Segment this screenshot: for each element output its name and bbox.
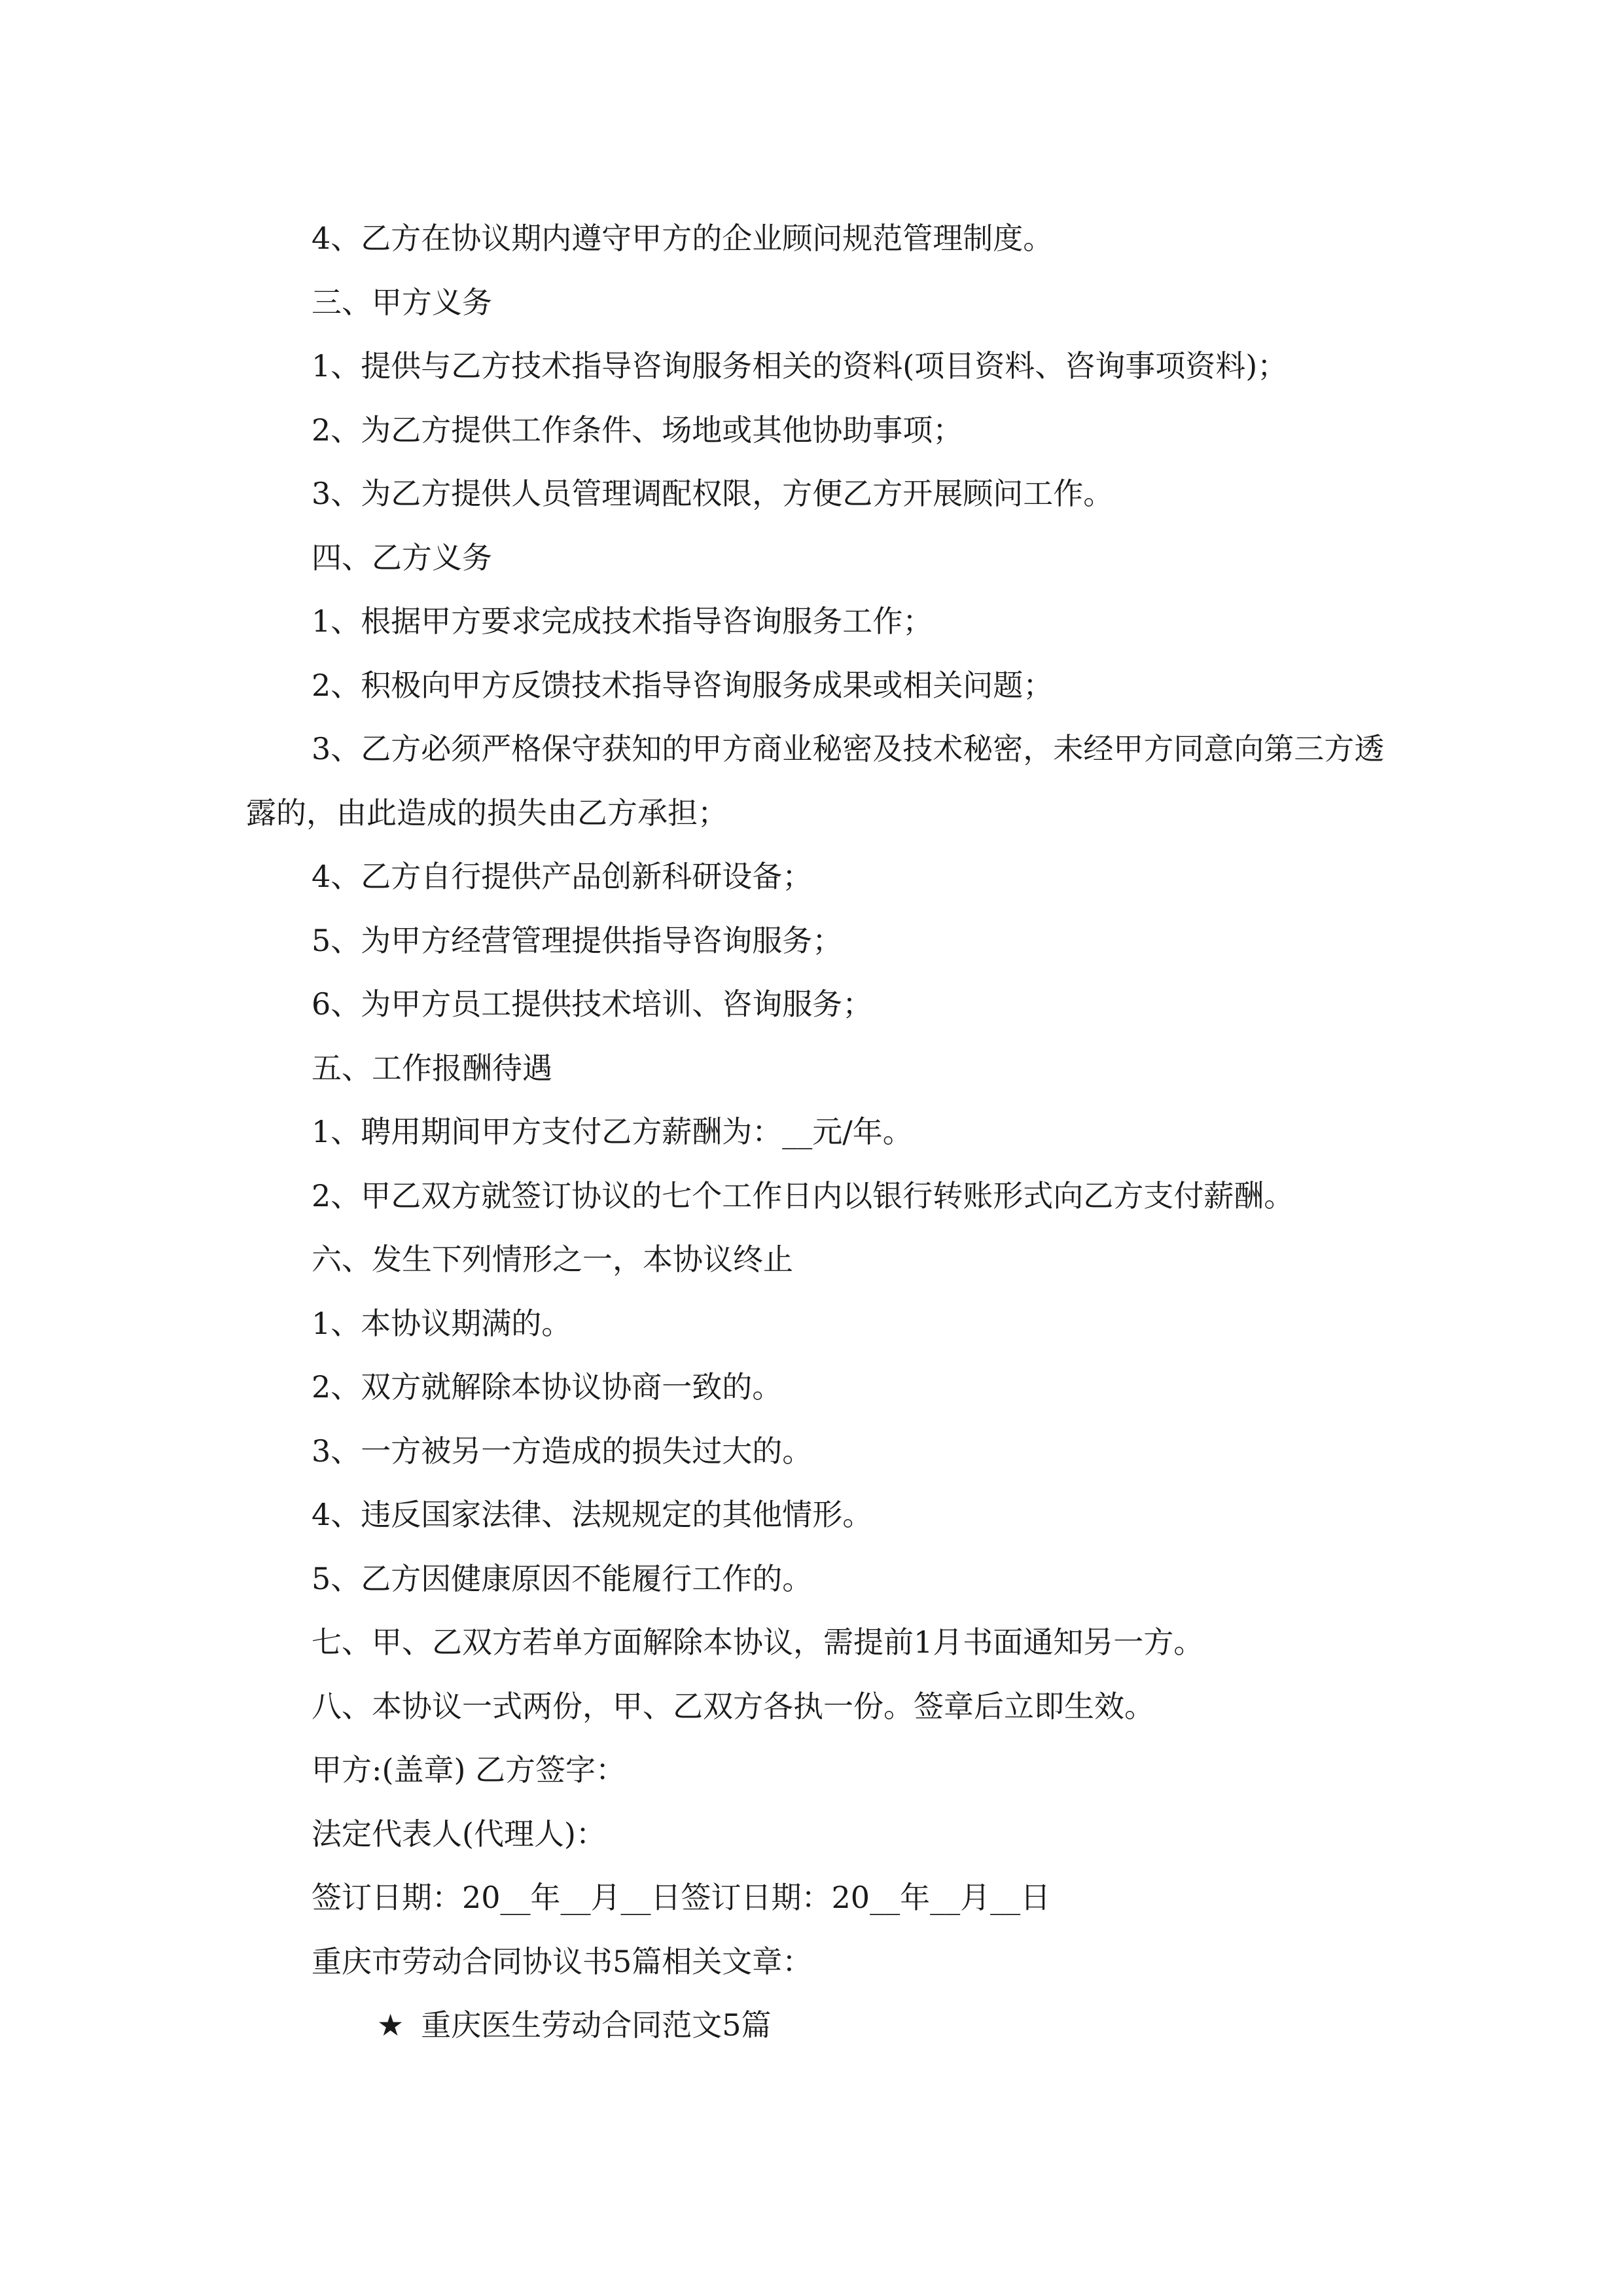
section-party-a-obligations: 三、甲方义务	[312, 284, 492, 320]
legal-representative-line: 法定代表人(代理人)：	[312, 1816, 606, 1852]
party-b-item-4: 4、乙方自行提供产品创新科研设备；	[312, 859, 813, 894]
termination-item-5: 5、乙方因健康原因不能履行工作的。	[312, 1560, 813, 1596]
remuneration-item-1: 1、聘用期间甲方支付乙方薪酬为：__元/年。	[312, 1114, 913, 1149]
section-remuneration: 五、工作报酬待遇	[312, 1050, 552, 1086]
related-article-title[interactable]: 重庆医生劳动合同范文5篇	[421, 2007, 772, 2043]
clause-4-compliance: 4、乙方在协议期内遵守甲方的企业顾问规范管理制度。	[312, 221, 1054, 256]
party-b-item-6: 6、为甲方员工提供技术培训、咨询服务；	[312, 986, 873, 1022]
party-b-item-3: 3、乙方必须严格保守获知的甲方商业秘密及技术秘密，未经甲方同意向第三方透露的，由此造成的损失由乙方承担；	[246, 731, 1385, 831]
party-b-item-2: 2、积极向甲方反馈技术指导咨询服务成果或相关问题；	[312, 667, 1054, 703]
termination-item-4: 4、违反国家法律、法规规定的其他情形。	[312, 1497, 873, 1532]
party-a-item-1: 1、提供与乙方技术指导咨询服务相关的资料(项目资料、咨询事项资料)；	[312, 348, 1288, 384]
party-a-item-3: 3、为乙方提供人员管理调配权限，方便乙方开展顾问工作。	[312, 476, 1114, 511]
section-party-b-obligations: 四、乙方义务	[312, 539, 492, 575]
document-body	[246, 207, 1385, 2058]
signature-line: 甲方:(盖章) 乙方签字：	[312, 1752, 626, 1787]
termination-item-1: 1、本协议期满的。	[312, 1305, 572, 1341]
section-unilateral-termination: 七、甲、乙双方若单方面解除本协议，需提前1月书面通知另一方。	[312, 1624, 1204, 1660]
party-a-item-2: 2、为乙方提供工作条件、场地或其他协助事项；	[312, 412, 963, 448]
remuneration-item-2: 2、甲乙双方就签订协议的七个工作日内以银行转账形式向乙方支付薪酬。	[312, 1177, 1294, 1213]
star-icon: ★	[377, 2007, 404, 2043]
related-article-link[interactable]	[246, 1994, 1385, 2058]
section-copies: 八、本协议一式两份，甲、乙双方各执一份。签章后立即生效。	[312, 1688, 1154, 1724]
signing-date-line: 签订日期：20__年__月__日签订日期：20__年__月__日	[312, 1880, 1051, 1915]
section-termination: 六、发生下列情形之一，本协议终止	[312, 1242, 793, 1277]
party-b-item-5: 5、为甲方经营管理提供指导咨询服务；	[312, 922, 843, 958]
party-b-item-1: 1、根据甲方要求完成技术指导咨询服务工作；	[312, 603, 933, 639]
termination-item-3: 3、一方被另一方造成的损失过大的。	[312, 1433, 813, 1469]
related-articles-heading: 重庆市劳动合同协议书5篇相关文章：	[312, 1943, 813, 1979]
termination-item-2: 2、双方就解除本协议协商一致的。	[312, 1369, 783, 1405]
